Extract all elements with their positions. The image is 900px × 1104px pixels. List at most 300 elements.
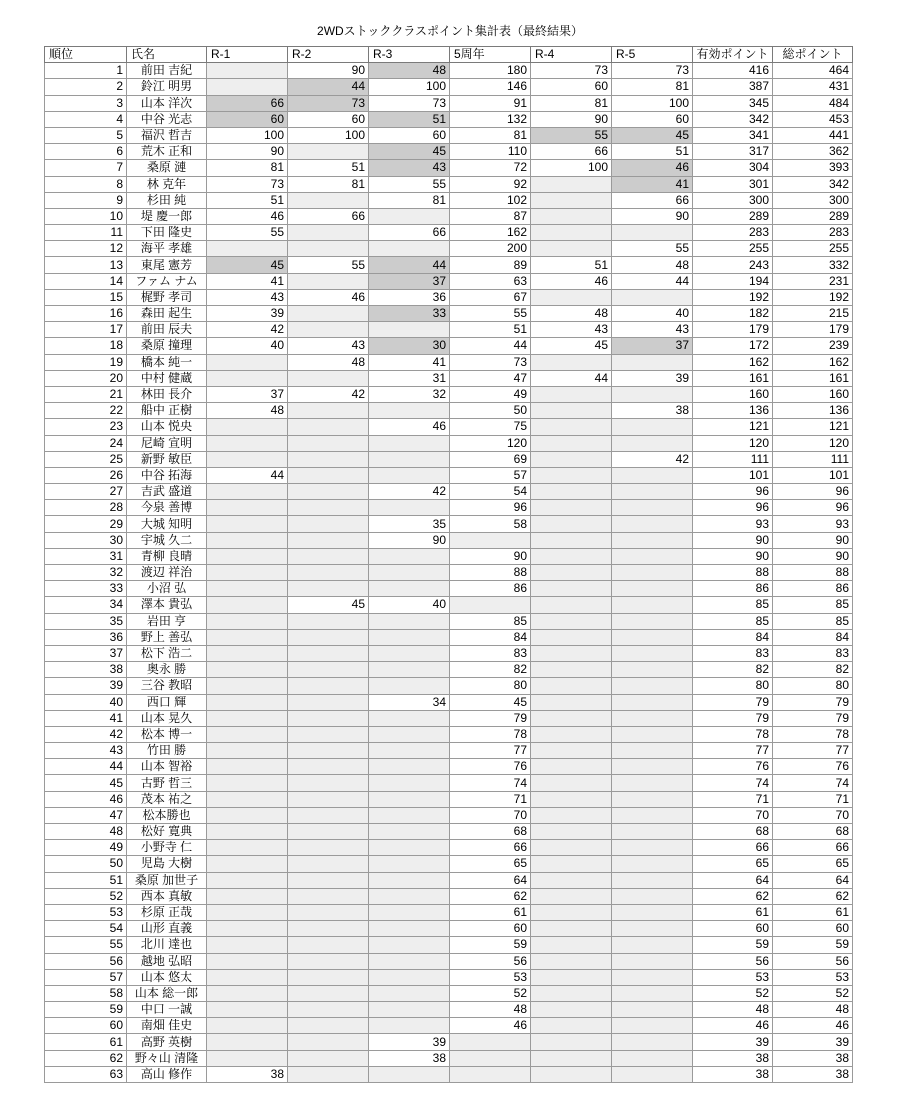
score-r5-cell — [612, 807, 693, 823]
score-r2-cell — [288, 225, 369, 241]
valid-points-cell: 61 — [693, 904, 773, 920]
total-points-cell: 111 — [773, 451, 853, 467]
rank-cell: 10 — [45, 208, 127, 224]
driver-name-cell: 渡辺 祥治 — [127, 565, 207, 581]
table-row — [45, 176, 853, 192]
score-r3-cell: 31 — [369, 370, 450, 386]
score-r5-cell — [612, 1066, 693, 1082]
score-r1-cell — [207, 969, 288, 985]
score-r1-cell — [207, 484, 288, 500]
score-r5-cell — [612, 500, 693, 516]
score-r2-cell — [288, 322, 369, 338]
valid-points-cell: 70 — [693, 807, 773, 823]
score-5th-cell: 89 — [450, 257, 531, 273]
score-r2-cell — [288, 500, 369, 516]
score-r4-cell — [531, 921, 612, 937]
total-points-cell: 56 — [773, 953, 853, 969]
score-r5-cell — [612, 904, 693, 920]
driver-name-cell: 桑原 漣 — [127, 160, 207, 176]
driver-name-cell: 野々山 清隆 — [127, 1050, 207, 1066]
score-r1-cell: 46 — [207, 208, 288, 224]
valid-points-cell: 93 — [693, 516, 773, 532]
score-r3-cell — [369, 759, 450, 775]
header-total-points: 総ポイント — [773, 47, 853, 63]
score-r1-cell — [207, 743, 288, 759]
score-r2-cell — [288, 532, 369, 548]
score-5th-cell: 90 — [450, 548, 531, 564]
rank-cell: 54 — [45, 921, 127, 937]
score-r3-cell — [369, 208, 450, 224]
total-points-cell: 53 — [773, 969, 853, 985]
total-points-cell: 93 — [773, 516, 853, 532]
score-r2-cell — [288, 484, 369, 500]
table-row — [45, 419, 853, 435]
rank-cell: 18 — [45, 338, 127, 354]
score-r3-cell — [369, 1002, 450, 1018]
score-r5-cell — [612, 937, 693, 953]
score-r4-cell — [531, 467, 612, 483]
score-r5-cell — [612, 775, 693, 791]
total-points-cell: 393 — [773, 160, 853, 176]
score-r1-cell — [207, 597, 288, 613]
score-r1-cell: 38 — [207, 1066, 288, 1082]
score-r4-cell — [531, 565, 612, 581]
score-r5-cell — [612, 1034, 693, 1050]
score-r1-cell: 42 — [207, 322, 288, 338]
score-r2-cell: 46 — [288, 289, 369, 305]
score-r3-cell: 48 — [369, 63, 450, 79]
total-points-cell: 52 — [773, 985, 853, 1001]
table-row — [45, 807, 853, 823]
score-5th-cell: 132 — [450, 111, 531, 127]
valid-points-cell: 46 — [693, 1018, 773, 1034]
score-r2-cell — [288, 807, 369, 823]
total-points-cell: 79 — [773, 710, 853, 726]
score-5th-cell: 52 — [450, 985, 531, 1001]
valid-points-cell: 65 — [693, 856, 773, 872]
rank-cell: 51 — [45, 872, 127, 888]
score-r4-cell — [531, 678, 612, 694]
score-r2-cell — [288, 694, 369, 710]
driver-name-cell: 下田 隆史 — [127, 225, 207, 241]
score-r2-cell — [288, 565, 369, 581]
score-r2-cell — [288, 872, 369, 888]
rank-cell: 26 — [45, 467, 127, 483]
driver-name-cell: 前田 吉紀 — [127, 63, 207, 79]
score-r4-cell: 66 — [531, 144, 612, 160]
score-r5-cell: 43 — [612, 322, 693, 338]
valid-points-cell: 84 — [693, 629, 773, 645]
valid-points-cell: 182 — [693, 306, 773, 322]
score-r1-cell — [207, 516, 288, 532]
score-r1-cell — [207, 645, 288, 661]
score-r1-cell: 66 — [207, 95, 288, 111]
score-r4-cell — [531, 208, 612, 224]
driver-name-cell: 西本 真敏 — [127, 888, 207, 904]
score-r2-cell — [288, 548, 369, 564]
table-row — [45, 840, 853, 856]
rank-cell: 3 — [45, 95, 127, 111]
score-r5-cell — [612, 872, 693, 888]
score-r4-cell — [531, 775, 612, 791]
score-r3-cell: 81 — [369, 192, 450, 208]
score-r2-cell — [288, 678, 369, 694]
total-points-cell: 192 — [773, 289, 853, 305]
rank-cell: 34 — [45, 597, 127, 613]
rank-cell: 33 — [45, 581, 127, 597]
valid-points-cell: 82 — [693, 662, 773, 678]
score-r1-cell — [207, 548, 288, 564]
score-r2-cell — [288, 775, 369, 791]
score-r3-cell: 36 — [369, 289, 450, 305]
score-r1-cell — [207, 565, 288, 581]
score-r3-cell: 37 — [369, 273, 450, 289]
valid-points-cell: 283 — [693, 225, 773, 241]
rank-cell: 30 — [45, 532, 127, 548]
valid-points-cell: 194 — [693, 273, 773, 289]
score-r1-cell — [207, 1018, 288, 1034]
valid-points-cell: 172 — [693, 338, 773, 354]
table-row — [45, 532, 853, 548]
valid-points-cell: 52 — [693, 985, 773, 1001]
score-r4-cell — [531, 710, 612, 726]
score-r5-cell: 46 — [612, 160, 693, 176]
score-r5-cell: 60 — [612, 111, 693, 127]
score-5th-cell: 180 — [450, 63, 531, 79]
table-row — [45, 953, 853, 969]
valid-points-cell: 289 — [693, 208, 773, 224]
driver-name-cell: 宇城 久二 — [127, 532, 207, 548]
rank-cell: 19 — [45, 354, 127, 370]
total-points-cell: 62 — [773, 888, 853, 904]
score-r3-cell: 39 — [369, 1034, 450, 1050]
table-row — [45, 872, 853, 888]
score-5th-cell: 78 — [450, 726, 531, 742]
valid-points-cell: 317 — [693, 144, 773, 160]
rank-cell: 4 — [45, 111, 127, 127]
score-5th-cell: 46 — [450, 1018, 531, 1034]
score-r5-cell — [612, 1002, 693, 1018]
rank-cell: 44 — [45, 759, 127, 775]
score-r5-cell: 51 — [612, 144, 693, 160]
table-row — [45, 322, 853, 338]
rank-cell: 13 — [45, 257, 127, 273]
score-r1-cell: 39 — [207, 306, 288, 322]
score-r5-cell: 90 — [612, 208, 693, 224]
driver-name-cell: 高野 英樹 — [127, 1034, 207, 1050]
rank-cell: 24 — [45, 435, 127, 451]
score-r2-cell — [288, 1066, 369, 1082]
rank-cell: 45 — [45, 775, 127, 791]
score-5th-cell: 64 — [450, 872, 531, 888]
rank-cell: 48 — [45, 824, 127, 840]
valid-points-cell: 96 — [693, 484, 773, 500]
score-r2-cell — [288, 791, 369, 807]
score-5th-cell: 69 — [450, 451, 531, 467]
rank-cell: 41 — [45, 710, 127, 726]
score-r5-cell: 100 — [612, 95, 693, 111]
driver-name-cell: 新野 敏臣 — [127, 451, 207, 467]
score-r3-cell — [369, 1066, 450, 1082]
driver-name-cell: 澤本 貴弘 — [127, 597, 207, 613]
valid-points-cell: 78 — [693, 726, 773, 742]
score-r5-cell — [612, 354, 693, 370]
valid-points-cell: 416 — [693, 63, 773, 79]
score-r3-cell — [369, 743, 450, 759]
total-points-cell: 82 — [773, 662, 853, 678]
table-row — [45, 370, 853, 386]
header-name: 氏名 — [127, 47, 207, 63]
score-5th-cell: 85 — [450, 613, 531, 629]
score-r4-cell — [531, 856, 612, 872]
driver-name-cell: 山本 悠太 — [127, 969, 207, 985]
score-r4-cell — [531, 1034, 612, 1050]
score-5th-cell: 59 — [450, 937, 531, 953]
driver-name-cell: 山形 直義 — [127, 921, 207, 937]
table-row — [45, 95, 853, 111]
score-r3-cell: 34 — [369, 694, 450, 710]
score-r5-cell — [612, 581, 693, 597]
rank-cell: 49 — [45, 840, 127, 856]
rank-cell: 15 — [45, 289, 127, 305]
score-r2-cell — [288, 662, 369, 678]
score-5th-cell: 110 — [450, 144, 531, 160]
score-r1-cell — [207, 581, 288, 597]
total-points-cell: 85 — [773, 597, 853, 613]
score-5th-cell — [450, 1034, 531, 1050]
score-r4-cell — [531, 1002, 612, 1018]
total-points-cell: 68 — [773, 824, 853, 840]
header-r1: R-1 — [207, 47, 288, 63]
valid-points-cell: 341 — [693, 127, 773, 143]
score-r3-cell: 73 — [369, 95, 450, 111]
table-row — [45, 791, 853, 807]
total-points-cell: 283 — [773, 225, 853, 241]
score-r3-cell — [369, 500, 450, 516]
score-r1-cell — [207, 710, 288, 726]
table-row — [45, 208, 853, 224]
score-r4-cell — [531, 176, 612, 192]
score-r1-cell: 41 — [207, 273, 288, 289]
score-r5-cell — [612, 824, 693, 840]
score-r5-cell — [612, 694, 693, 710]
table-row — [45, 969, 853, 985]
rank-cell: 1 — [45, 63, 127, 79]
rank-cell: 43 — [45, 743, 127, 759]
score-r3-cell — [369, 662, 450, 678]
score-r3-cell — [369, 969, 450, 985]
driver-name-cell: 橋本 純一 — [127, 354, 207, 370]
score-r2-cell — [288, 306, 369, 322]
valid-points-cell: 88 — [693, 565, 773, 581]
total-points-cell: 61 — [773, 904, 853, 920]
score-r5-cell: 44 — [612, 273, 693, 289]
score-5th-cell: 81 — [450, 127, 531, 143]
score-5th-cell: 200 — [450, 241, 531, 257]
score-r3-cell — [369, 1018, 450, 1034]
table-row — [45, 1050, 853, 1066]
score-r4-cell — [531, 645, 612, 661]
table-row — [45, 225, 853, 241]
rank-cell: 52 — [45, 888, 127, 904]
valid-points-cell: 68 — [693, 824, 773, 840]
valid-points-cell: 90 — [693, 532, 773, 548]
score-5th-cell: 120 — [450, 435, 531, 451]
total-points-cell: 80 — [773, 678, 853, 694]
score-r3-cell — [369, 645, 450, 661]
score-r4-cell: 100 — [531, 160, 612, 176]
driver-name-cell: 北川 達也 — [127, 937, 207, 953]
total-points-cell: 161 — [773, 370, 853, 386]
valid-points-cell: 160 — [693, 386, 773, 402]
score-r4-cell — [531, 629, 612, 645]
score-r5-cell: 81 — [612, 79, 693, 95]
driver-name-cell: 松本勝也 — [127, 807, 207, 823]
score-r2-cell — [288, 985, 369, 1001]
rank-cell: 31 — [45, 548, 127, 564]
rank-cell: 32 — [45, 565, 127, 581]
score-r3-cell — [369, 985, 450, 1001]
valid-points-cell: 111 — [693, 451, 773, 467]
score-r3-cell — [369, 726, 450, 742]
score-r4-cell — [531, 451, 612, 467]
score-r2-cell: 45 — [288, 597, 369, 613]
score-r1-cell — [207, 662, 288, 678]
score-r4-cell — [531, 548, 612, 564]
score-r3-cell — [369, 678, 450, 694]
score-r5-cell — [612, 1050, 693, 1066]
score-r1-cell — [207, 613, 288, 629]
score-r2-cell — [288, 419, 369, 435]
total-points-cell: 453 — [773, 111, 853, 127]
score-r5-cell — [612, 953, 693, 969]
rank-cell: 6 — [45, 144, 127, 160]
driver-name-cell: 松本 博一 — [127, 726, 207, 742]
score-r1-cell: 40 — [207, 338, 288, 354]
valid-points-cell: 71 — [693, 791, 773, 807]
score-r3-cell: 41 — [369, 354, 450, 370]
score-5th-cell: 67 — [450, 289, 531, 305]
rank-cell: 53 — [45, 904, 127, 920]
score-r3-cell — [369, 548, 450, 564]
score-r1-cell — [207, 63, 288, 79]
score-r2-cell — [288, 953, 369, 969]
score-r3-cell: 30 — [369, 338, 450, 354]
score-r4-cell: 45 — [531, 338, 612, 354]
table-row — [45, 921, 853, 937]
table-row — [45, 629, 853, 645]
score-r1-cell — [207, 532, 288, 548]
driver-name-cell: 岩田 亨 — [127, 613, 207, 629]
score-r4-cell — [531, 807, 612, 823]
score-5th-cell: 79 — [450, 710, 531, 726]
score-r4-cell — [531, 791, 612, 807]
total-points-cell: 85 — [773, 613, 853, 629]
score-r4-cell: 43 — [531, 322, 612, 338]
score-r5-cell — [612, 386, 693, 402]
valid-points-cell: 79 — [693, 694, 773, 710]
score-5th-cell: 80 — [450, 678, 531, 694]
table-row — [45, 710, 853, 726]
score-5th-cell: 70 — [450, 807, 531, 823]
total-points-cell: 71 — [773, 791, 853, 807]
total-points-cell: 74 — [773, 775, 853, 791]
score-r3-cell — [369, 856, 450, 872]
valid-points-cell: 179 — [693, 322, 773, 338]
valid-points-cell: 345 — [693, 95, 773, 111]
valid-points-cell: 76 — [693, 759, 773, 775]
score-r4-cell: 81 — [531, 95, 612, 111]
driver-name-cell: 桑原 加世子 — [127, 872, 207, 888]
valid-points-cell: 38 — [693, 1066, 773, 1082]
table-row — [45, 467, 853, 483]
driver-name-cell: 尼崎 宣明 — [127, 435, 207, 451]
driver-name-cell: 堤 慶一郎 — [127, 208, 207, 224]
valid-points-cell: 74 — [693, 775, 773, 791]
total-points-cell: 65 — [773, 856, 853, 872]
score-5th-cell: 162 — [450, 225, 531, 241]
score-r5-cell — [612, 791, 693, 807]
score-r1-cell — [207, 937, 288, 953]
rank-cell: 20 — [45, 370, 127, 386]
table-row — [45, 289, 853, 305]
driver-name-cell: 奥永 勝 — [127, 662, 207, 678]
valid-points-cell: 243 — [693, 257, 773, 273]
score-5th-cell: 47 — [450, 370, 531, 386]
valid-points-cell: 85 — [693, 613, 773, 629]
table-row — [45, 824, 853, 840]
valid-points-cell: 121 — [693, 419, 773, 435]
driver-name-cell: 杉原 正哉 — [127, 904, 207, 920]
total-points-cell: 86 — [773, 581, 853, 597]
rank-cell: 22 — [45, 403, 127, 419]
score-r2-cell: 43 — [288, 338, 369, 354]
score-5th-cell: 92 — [450, 176, 531, 192]
valid-points-cell: 301 — [693, 176, 773, 192]
table-row — [45, 127, 853, 143]
score-r5-cell — [612, 888, 693, 904]
total-points-cell: 84 — [773, 629, 853, 645]
rank-cell: 17 — [45, 322, 127, 338]
driver-name-cell: 越地 弘昭 — [127, 953, 207, 969]
score-r1-cell — [207, 629, 288, 645]
score-r2-cell — [288, 904, 369, 920]
score-r5-cell — [612, 532, 693, 548]
score-r5-cell — [612, 1018, 693, 1034]
score-r4-cell — [531, 516, 612, 532]
score-r4-cell — [531, 289, 612, 305]
driver-name-cell: 中谷 光志 — [127, 111, 207, 127]
total-points-cell: 77 — [773, 743, 853, 759]
score-r4-cell — [531, 662, 612, 678]
score-r2-cell: 81 — [288, 176, 369, 192]
score-r5-cell — [612, 225, 693, 241]
table-row — [45, 63, 853, 79]
table-row — [45, 160, 853, 176]
driver-name-cell: 大城 知明 — [127, 516, 207, 532]
table-row — [45, 678, 853, 694]
score-r1-cell — [207, 791, 288, 807]
score-r1-cell — [207, 79, 288, 95]
score-5th-cell: 76 — [450, 759, 531, 775]
header-r5: R-5 — [612, 47, 693, 63]
total-points-cell: 255 — [773, 241, 853, 257]
score-r5-cell — [612, 597, 693, 613]
score-5th-cell: 49 — [450, 386, 531, 402]
score-r4-cell — [531, 743, 612, 759]
table-row — [45, 597, 853, 613]
valid-points-cell: 80 — [693, 678, 773, 694]
